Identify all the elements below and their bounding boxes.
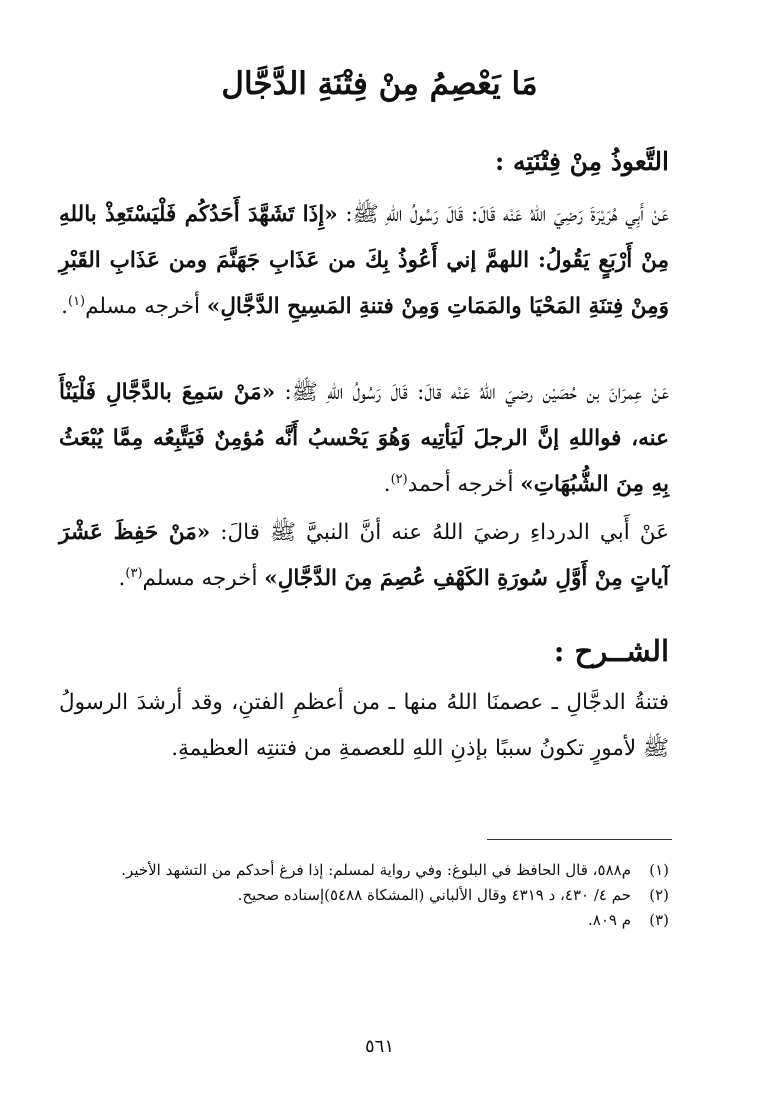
footnote-divider bbox=[487, 839, 672, 840]
hadith-intro: عَنْ عِمرَانَ بن حُصَيْن رضيَ اللهُ عَنْه قالَ: قَالَ رَسُولُ اللهِ ﷺ: bbox=[275, 380, 670, 405]
footnote-item bbox=[49, 883, 669, 908]
hadith-source: أخرجه مسلم bbox=[85, 294, 207, 319]
footnote-item bbox=[49, 908, 669, 933]
hadith-intro: عَنْ أَبِي هُرَيْرَةَ رَضِيَ اللهُ عَنْه قَالَ: قَالَ رَسُولُ اللهِ ﷺ: bbox=[337, 202, 669, 227]
hadith-text: «إِذَا تَشَهَّدَ أَحَدُكُم فَلْيَسْتَعِذْ باللهِ مِنْ أَرْبَعٍ يَقُولُ: اللهمَّ إني أَعُوذُ بِكَ من عَذَابِ جَهَنَّمَ ومن عَذَابِ القَبْرِ وَمِنْ فِتنَةِ المَحْيَا والمَمَاتِ وَمِنْ فتنةِ المَسِيحِ الدَّجَّالِ» bbox=[59, 202, 669, 319]
footnote-number: (٢) bbox=[649, 886, 669, 904]
footnote-number: (٣) bbox=[649, 911, 669, 929]
hadith-paragraph bbox=[59, 510, 669, 602]
footnote-text: حم ٤/ ٤٣٠، د ٤٣١٩ وقال الألباني (المشكاة ٥٤٨٨)إسناده صحيح. bbox=[237, 886, 631, 904]
hadith-intro: عَنْ أَبي الدرداءِ رضيَ اللهُ عنه أنَّ النبيَّ ﷺ قالَ: bbox=[210, 520, 669, 545]
sentence-end: . bbox=[383, 472, 391, 497]
footnote-text: م٥٨٨، قال الحافظ في البلوغ: وفي رواية لمسلم: إذا فرغ أحدكم من التشهد الأخير. bbox=[121, 861, 631, 879]
footnote-marker: (٣) bbox=[125, 565, 143, 581]
hadith-paragraph bbox=[59, 192, 669, 330]
commentary-heading: الشــرح : bbox=[553, 634, 669, 668]
hadith-text: «مَنْ سَمِعَ بالدَّجَّالِ فَلْيَنْأَ عنه، فواللهِ إنَّ الرجلَ لَيَأتِيه وَهُوَ يَحْسبُ أَنَّه مُؤمِنٌ فَيَتَّبِعُه مِمَّا يُبْعَثُ بِهِ مِنَ الشُّبُهَاتِ» bbox=[59, 380, 669, 497]
page-number: ٥٦١ bbox=[364, 1036, 394, 1057]
footnote-item bbox=[49, 858, 669, 883]
commentary-paragraph: فتنةُ الدجَّالِ ـ عصمنَا اللهُ منها ـ من أعظمِ الفتنِ، وقد أرشدَ الرسولُ ﷺ لأمورٍ تكونُ سببًا بإذنِ اللهِ للعصمةِ من فتنتِه العظيمةِ. bbox=[59, 690, 669, 761]
hadith-paragraph bbox=[59, 370, 669, 508]
footnotes-list bbox=[49, 858, 669, 933]
footnote-number: (١) bbox=[649, 861, 669, 879]
footnote-marker: (١) bbox=[67, 293, 86, 309]
section-heading: التَّعوذُ مِنْ فِتْنَتِه : bbox=[495, 147, 669, 176]
sentence-end: . bbox=[118, 566, 126, 591]
page-title: مَا يَعْصِمُ مِنْ فِتْنَةِ الدَّجَّال bbox=[221, 66, 538, 102]
hadith-source: أخرجه أحمد bbox=[407, 472, 521, 497]
hadith-text: «مَنْ حَفِظَ عَشْرَ آياتٍ مِنْ أَوَّلِ سُورَةِ الكَهْفِ عُصِمَ مِنَ الدَّجَّالِ» bbox=[59, 520, 669, 591]
footnote-marker: (٢) bbox=[390, 471, 408, 487]
footnote-text: م ٨٠٩. bbox=[587, 911, 631, 929]
sentence-end: . bbox=[61, 294, 68, 319]
hadith-source: أخرجه مسلم bbox=[142, 566, 265, 591]
